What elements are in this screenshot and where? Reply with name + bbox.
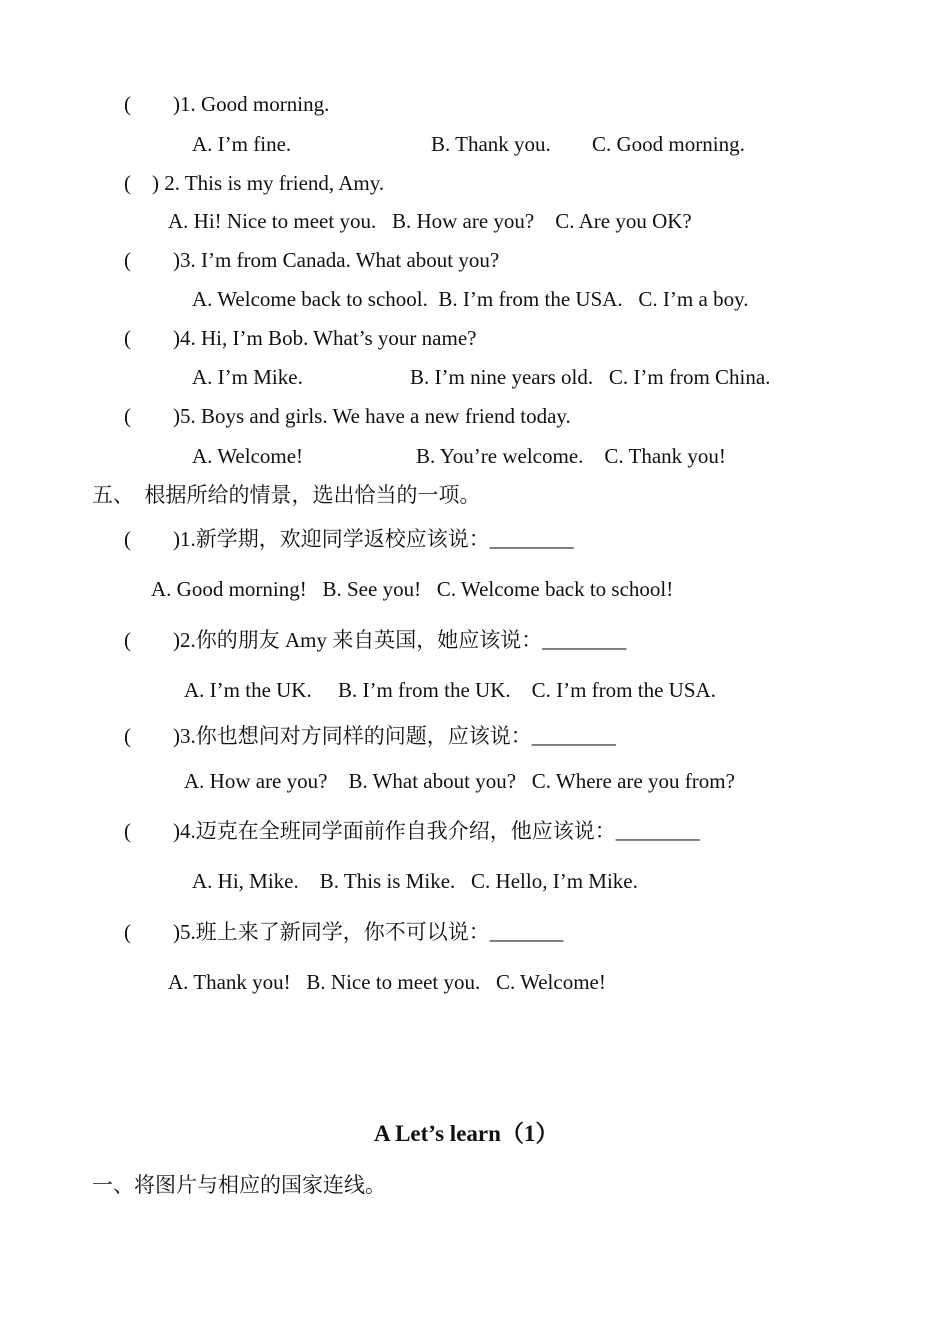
question-4-1-stem: ( )1. Good morning. [124, 92, 330, 116]
question-4-5-options-bc: B. You’re welcome. C. Thank you! [416, 444, 726, 468]
question-5-3-options: A. How are you? B. What about you? C. Where are you from? [184, 769, 735, 793]
question-4-3-options: A. Welcome back to school. B. I’m from the USA. C. I’m a boy. [192, 287, 749, 311]
question-4-1-option-a: A. I’m fine. [192, 132, 292, 156]
question-4-4-option-a: A. I’m Mike. [192, 365, 303, 389]
question-5-4-stem: ( )4.迈克在全班同学面前作自我介绍，他应该说：________ [124, 819, 700, 843]
question-4-4-options-bc: B. I’m nine years old. C. I’m from China. [410, 365, 771, 389]
question-4-2-options: A. Hi! Nice to meet you. B. How are you? C. Are you OK? [168, 209, 692, 233]
question-4-5-stem: ( )5. Boys and girls. We have a new friend today. [124, 404, 571, 428]
question-5-1-stem: ( )1.新学期，欢迎同学返校应该说：________ [124, 527, 574, 551]
question-4-5-option-a: A. Welcome! [192, 444, 304, 468]
question-4-2-stem: ( ) 2. This is my friend, Amy. [124, 171, 385, 195]
question-5-5-options: A. Thank you! B. Nice to meet you. C. Welcome! [168, 970, 606, 994]
lesson-title: A Let’s learn（1） [374, 1121, 559, 1146]
question-5-4-options: A. Hi, Mike. B. This is Mike. C. Hello, I’m Mike. [192, 869, 638, 893]
question-5-1-options: A. Good morning! B. See you! C. Welcome back to school! [151, 577, 674, 601]
section-5-heading: 五、 根据所给的情景，选出恰当的一项。 [92, 483, 481, 507]
part-1-heading: 一、将图片与相应的国家连线。 [92, 1173, 386, 1197]
question-4-1-option-c: C. Good morning. [592, 132, 745, 156]
question-5-2-stem: ( )2.你的朋友 Amy 来自英国，她应该说：________ [124, 628, 627, 652]
question-4-3-stem: ( )3. I’m from Canada. What about you? [124, 248, 500, 272]
question-4-1-option-b: B. Thank you. [431, 132, 551, 156]
question-5-3-stem: ( )3.你也想问对方同样的问题，应该说：________ [124, 724, 616, 748]
question-5-5-stem: ( )5.班上来了新同学，你不可以说：_______ [124, 920, 564, 944]
question-4-4-stem: ( )4. Hi, I’m Bob. What’s your name? [124, 326, 477, 350]
question-5-2-options: A. I’m the UK. B. I’m from the UK. C. I’m from the USA. [184, 678, 716, 702]
